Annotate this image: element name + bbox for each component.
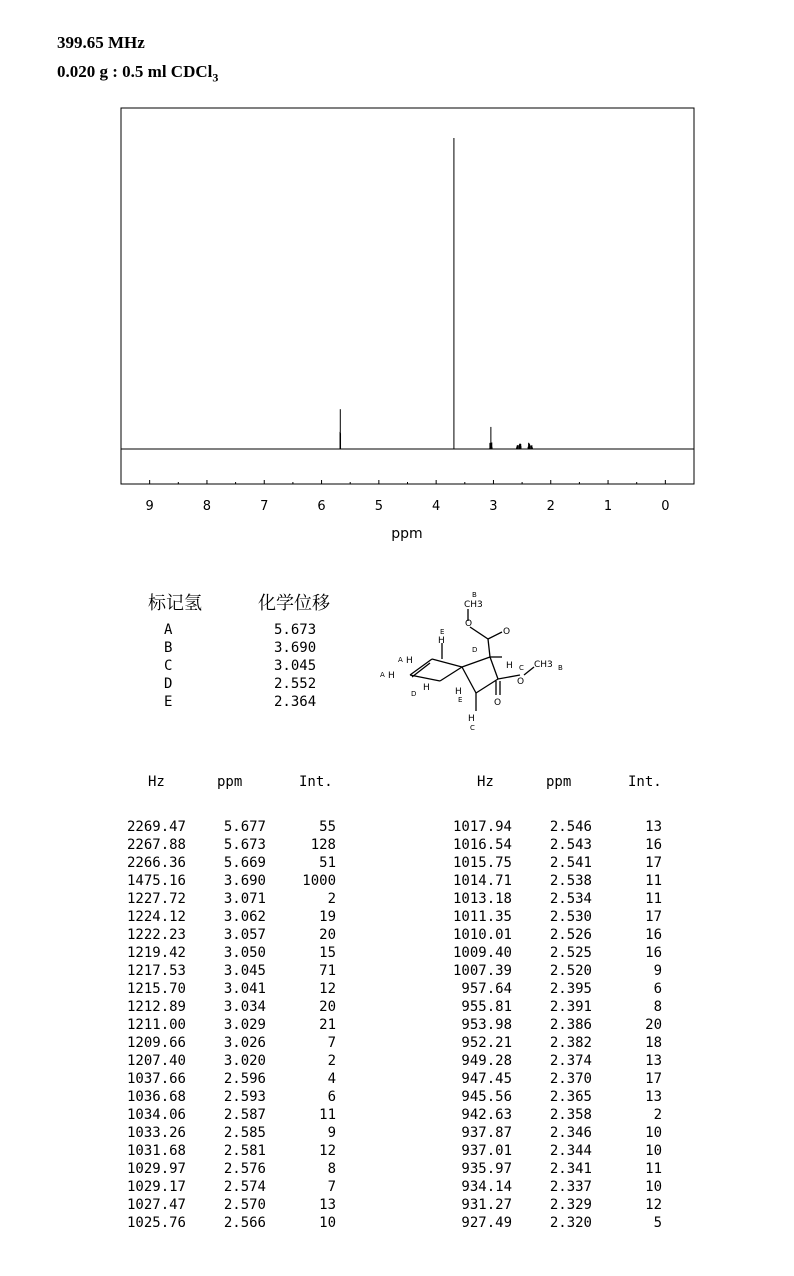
cell-ppm: 2.386 bbox=[549, 1017, 592, 1033]
cell-hz: 952.21 bbox=[461, 1035, 512, 1051]
atom-label: C bbox=[519, 664, 524, 672]
atom-label: A bbox=[398, 656, 403, 664]
cell-hz: 934.14 bbox=[461, 1179, 512, 1195]
spectrometer-frequency: 399.65 MHz bbox=[57, 33, 145, 52]
cell-int: 20 bbox=[319, 927, 336, 943]
cell-int: 13 bbox=[319, 1197, 336, 1213]
cell-ppm: 2.570 bbox=[223, 1197, 266, 1213]
cell-int: 1000 bbox=[302, 873, 336, 889]
atom-label: B bbox=[472, 591, 477, 599]
cell-int: 10 bbox=[645, 1125, 662, 1141]
table-column-hz-right bbox=[436, 818, 512, 1232]
cell-int: 7 bbox=[327, 1179, 336, 1195]
cell-int: 9 bbox=[327, 1125, 336, 1141]
cell-int: 8 bbox=[327, 1161, 336, 1177]
cell-ppm: 2.382 bbox=[549, 1035, 592, 1051]
cell-int: 6 bbox=[327, 1089, 336, 1105]
table-header-ppm-right: ppm bbox=[546, 774, 572, 790]
cell-ppm: 2.391 bbox=[549, 999, 592, 1015]
atom-label: H bbox=[506, 661, 513, 671]
cell-ppm: 2.344 bbox=[549, 1143, 592, 1159]
atom-label: E bbox=[458, 696, 463, 704]
cell-ppm: 3.020 bbox=[223, 1053, 266, 1069]
cell-ppm: 2.370 bbox=[549, 1071, 592, 1087]
cell-hz: 1029.97 bbox=[126, 1161, 186, 1177]
cell-ppm: 3.050 bbox=[223, 945, 266, 961]
cell-hz: 937.01 bbox=[461, 1143, 512, 1159]
shift-column-header: 化学位移 bbox=[258, 593, 330, 614]
cell-hz: 1009.40 bbox=[452, 945, 512, 961]
cell-hz: 1027.47 bbox=[126, 1197, 186, 1213]
cell-hz: 1227.72 bbox=[126, 891, 186, 907]
cell-hz: 945.56 bbox=[461, 1089, 512, 1105]
cell-ppm: 2.346 bbox=[549, 1125, 592, 1141]
label-column-header: 标记氢 bbox=[148, 593, 202, 614]
assignment-label: E bbox=[164, 694, 173, 710]
cell-ppm: 2.566 bbox=[223, 1215, 266, 1231]
cell-int: 2 bbox=[653, 1107, 662, 1123]
table-column-hz-left bbox=[110, 818, 186, 1232]
cell-int: 55 bbox=[319, 819, 336, 835]
cell-int: 4 bbox=[327, 1071, 336, 1087]
cell-ppm: 3.071 bbox=[223, 891, 266, 907]
atom-label: A bbox=[380, 671, 385, 679]
cell-int: 20 bbox=[319, 999, 336, 1015]
cell-hz: 957.64 bbox=[461, 981, 512, 997]
atom-label: O bbox=[503, 627, 511, 637]
cell-hz: 937.87 bbox=[461, 1125, 512, 1141]
assignment-shift: 2.552 bbox=[274, 676, 317, 692]
cell-ppm: 2.341 bbox=[549, 1161, 592, 1177]
cell-int: 12 bbox=[319, 981, 336, 997]
cell-hz: 1037.66 bbox=[126, 1071, 186, 1087]
cell-ppm: 2.337 bbox=[549, 1179, 592, 1195]
cell-ppm: 2.546 bbox=[549, 819, 592, 835]
cell-ppm: 3.041 bbox=[223, 981, 266, 997]
atom-label: O bbox=[465, 619, 473, 629]
assignment-shift: 3.690 bbox=[274, 640, 317, 656]
table-column-int-right bbox=[616, 818, 662, 1232]
assignment-label: B bbox=[164, 640, 173, 656]
cell-int: 19 bbox=[319, 909, 336, 925]
cell-hz: 1212.89 bbox=[126, 999, 186, 1015]
cell-hz: 1224.12 bbox=[126, 909, 186, 925]
molecule-structure bbox=[372, 585, 582, 735]
cell-hz: 1033.26 bbox=[126, 1125, 186, 1141]
x-tick-label: 3 bbox=[489, 499, 498, 514]
cell-int: 13 bbox=[645, 819, 662, 835]
cell-ppm: 2.576 bbox=[223, 1161, 266, 1177]
cell-int: 13 bbox=[645, 1053, 662, 1069]
cell-hz: 1031.68 bbox=[126, 1143, 186, 1159]
cell-ppm: 2.365 bbox=[549, 1089, 592, 1105]
cell-int: 12 bbox=[645, 1197, 662, 1213]
table-header-int-right: Int. bbox=[628, 774, 662, 790]
cell-int: 7 bbox=[327, 1035, 336, 1051]
cell-int: 18 bbox=[645, 1035, 662, 1051]
cell-int: 20 bbox=[645, 1017, 662, 1033]
cell-hz: 2267.88 bbox=[126, 837, 186, 853]
cell-int: 11 bbox=[645, 891, 662, 907]
cell-hz: 2269.47 bbox=[126, 819, 186, 835]
cell-int: 16 bbox=[645, 945, 662, 961]
cell-ppm: 5.669 bbox=[223, 855, 266, 871]
cell-int: 2 bbox=[327, 891, 336, 907]
assignment-shift: 2.364 bbox=[274, 694, 317, 710]
cell-int: 51 bbox=[319, 855, 336, 871]
cell-ppm: 3.026 bbox=[223, 1035, 266, 1051]
cell-ppm: 3.062 bbox=[223, 909, 266, 925]
cell-hz: 1013.18 bbox=[452, 891, 512, 907]
cell-hz: 1025.76 bbox=[126, 1215, 186, 1231]
cell-int: 8 bbox=[653, 999, 662, 1015]
atom-label: H bbox=[438, 636, 445, 646]
cell-hz: 949.28 bbox=[461, 1053, 512, 1069]
peaks-group bbox=[340, 138, 532, 449]
atom-label: H bbox=[388, 671, 395, 681]
cell-int: 71 bbox=[319, 963, 336, 979]
cell-ppm: 3.029 bbox=[223, 1017, 266, 1033]
cell-hz: 1016.54 bbox=[452, 837, 512, 853]
cell-ppm: 3.045 bbox=[223, 963, 266, 979]
cell-ppm: 2.525 bbox=[549, 945, 592, 961]
assignment-label: A bbox=[164, 622, 173, 638]
cell-ppm: 2.574 bbox=[223, 1179, 266, 1195]
cell-int: 128 bbox=[310, 837, 336, 853]
cell-hz: 2266.36 bbox=[126, 855, 186, 871]
cell-hz: 1219.42 bbox=[126, 945, 186, 961]
cell-hz: 1014.71 bbox=[452, 873, 512, 889]
cell-ppm: 2.395 bbox=[549, 981, 592, 997]
cell-hz: 955.81 bbox=[461, 999, 512, 1015]
cell-hz: 1215.70 bbox=[126, 981, 186, 997]
atom-label: H bbox=[468, 714, 475, 724]
cell-hz: 931.27 bbox=[461, 1197, 512, 1213]
cell-ppm: 2.520 bbox=[549, 963, 592, 979]
cell-hz: 953.98 bbox=[461, 1017, 512, 1033]
cell-int: 10 bbox=[319, 1215, 336, 1231]
cell-int: 11 bbox=[645, 1161, 662, 1177]
x-tick-label: 1 bbox=[603, 499, 613, 514]
cell-int: 13 bbox=[645, 1089, 662, 1105]
cell-ppm: 2.530 bbox=[549, 909, 592, 925]
table-header-ppm-left: ppm bbox=[217, 774, 243, 790]
x-tick-label: 7 bbox=[260, 499, 269, 514]
cell-hz: 1015.75 bbox=[452, 855, 512, 871]
cell-hz: 947.45 bbox=[461, 1071, 512, 1087]
table-header-hz-left: Hz bbox=[148, 774, 165, 790]
x-tick-label: 2 bbox=[546, 499, 555, 514]
cell-hz: 935.97 bbox=[461, 1161, 512, 1177]
cell-hz: 1211.00 bbox=[126, 1017, 186, 1033]
assignment-shift: 5.673 bbox=[274, 622, 317, 638]
atom-label: B bbox=[558, 664, 563, 672]
cell-ppm: 3.690 bbox=[223, 873, 266, 889]
cell-ppm: 3.057 bbox=[223, 927, 266, 943]
atom-label: O bbox=[494, 698, 502, 708]
cell-hz: 1007.39 bbox=[452, 963, 512, 979]
cell-int: 5 bbox=[653, 1215, 662, 1231]
cell-ppm: 5.677 bbox=[223, 819, 266, 835]
atom-label: H bbox=[423, 683, 430, 693]
cell-hz: 1036.68 bbox=[126, 1089, 186, 1105]
x-tick-label: 8 bbox=[202, 499, 212, 514]
atom-label: CH3 bbox=[464, 600, 483, 610]
nmr-spectrum-chart bbox=[0, 0, 794, 560]
cell-int: 17 bbox=[645, 855, 662, 871]
cell-hz: 927.49 bbox=[461, 1215, 512, 1231]
table-column-ppm-left bbox=[210, 818, 266, 1232]
plot-frame bbox=[121, 108, 694, 484]
cell-int: 6 bbox=[653, 981, 662, 997]
x-ticks-group bbox=[121, 480, 694, 514]
x-tick-label: 9 bbox=[145, 499, 154, 514]
atom-label: CH3 bbox=[534, 660, 553, 670]
table-column-ppm-right bbox=[536, 818, 592, 1232]
sample-subscript: 3 bbox=[212, 70, 219, 85]
cell-ppm: 3.034 bbox=[223, 999, 266, 1015]
cell-ppm: 2.593 bbox=[223, 1089, 266, 1105]
cell-hz: 1010.01 bbox=[452, 927, 512, 943]
cell-ppm: 2.587 bbox=[223, 1107, 266, 1123]
cell-int: 12 bbox=[319, 1143, 336, 1159]
x-axis-label: ppm bbox=[391, 526, 423, 542]
cell-int: 10 bbox=[645, 1179, 662, 1195]
cell-ppm: 2.541 bbox=[549, 855, 592, 871]
atom-label: H bbox=[455, 687, 462, 697]
cell-hz: 1217.53 bbox=[126, 963, 186, 979]
assignment-label: C bbox=[164, 658, 173, 674]
cell-int: 21 bbox=[319, 1017, 336, 1033]
table-header-int-left: Int. bbox=[299, 774, 333, 790]
cell-ppm: 2.374 bbox=[549, 1053, 592, 1069]
table-column-int-left bbox=[290, 818, 336, 1232]
cell-ppm: 2.596 bbox=[223, 1071, 266, 1087]
cell-int: 17 bbox=[645, 1071, 662, 1087]
cell-hz: 1207.40 bbox=[126, 1053, 186, 1069]
x-tick-label: 6 bbox=[317, 499, 326, 514]
x-tick-label: 5 bbox=[374, 499, 383, 514]
atom-label: D bbox=[472, 646, 478, 654]
cell-int: 15 bbox=[319, 945, 336, 961]
atom-label: E bbox=[440, 628, 445, 636]
cell-hz: 942.63 bbox=[461, 1107, 512, 1123]
cell-ppm: 2.538 bbox=[549, 873, 592, 889]
sample-prefix: 0.020 g : 0.5 ml CDCl bbox=[57, 62, 213, 81]
atom-label: C bbox=[470, 724, 475, 732]
cell-int: 16 bbox=[645, 927, 662, 943]
cell-ppm: 2.358 bbox=[549, 1107, 592, 1123]
cell-ppm: 2.320 bbox=[549, 1215, 592, 1231]
assignment-label: D bbox=[164, 676, 173, 692]
cell-hz: 1222.23 bbox=[126, 927, 186, 943]
table-header-hz-right: Hz bbox=[477, 774, 494, 790]
cell-hz: 1209.66 bbox=[126, 1035, 186, 1051]
cell-ppm: 5.673 bbox=[223, 837, 266, 853]
cell-ppm: 2.543 bbox=[549, 837, 592, 853]
cell-ppm: 2.534 bbox=[549, 891, 592, 907]
cell-int: 2 bbox=[327, 1053, 336, 1069]
x-tick-label: 0 bbox=[661, 499, 670, 514]
cell-hz: 1475.16 bbox=[126, 873, 186, 889]
atom-label: H bbox=[406, 656, 413, 666]
cell-hz: 1034.06 bbox=[126, 1107, 186, 1123]
cell-int: 17 bbox=[645, 909, 662, 925]
cell-int: 10 bbox=[645, 1143, 662, 1159]
x-tick-label: 4 bbox=[432, 499, 441, 514]
cell-ppm: 2.526 bbox=[549, 927, 592, 943]
cell-ppm: 2.585 bbox=[223, 1125, 266, 1141]
cell-int: 11 bbox=[319, 1107, 336, 1123]
cell-hz: 1017.94 bbox=[452, 819, 512, 835]
cell-hz: 1011.35 bbox=[452, 909, 512, 925]
atom-label: D bbox=[411, 690, 417, 698]
assignment-shift: 3.045 bbox=[274, 658, 317, 674]
cell-hz: 1029.17 bbox=[126, 1179, 186, 1195]
cell-ppm: 2.329 bbox=[549, 1197, 592, 1213]
cell-int: 16 bbox=[645, 837, 662, 853]
cell-int: 9 bbox=[653, 963, 662, 979]
cell-int: 11 bbox=[645, 873, 662, 889]
cell-ppm: 2.581 bbox=[223, 1143, 266, 1159]
atom-label: O bbox=[517, 677, 525, 687]
